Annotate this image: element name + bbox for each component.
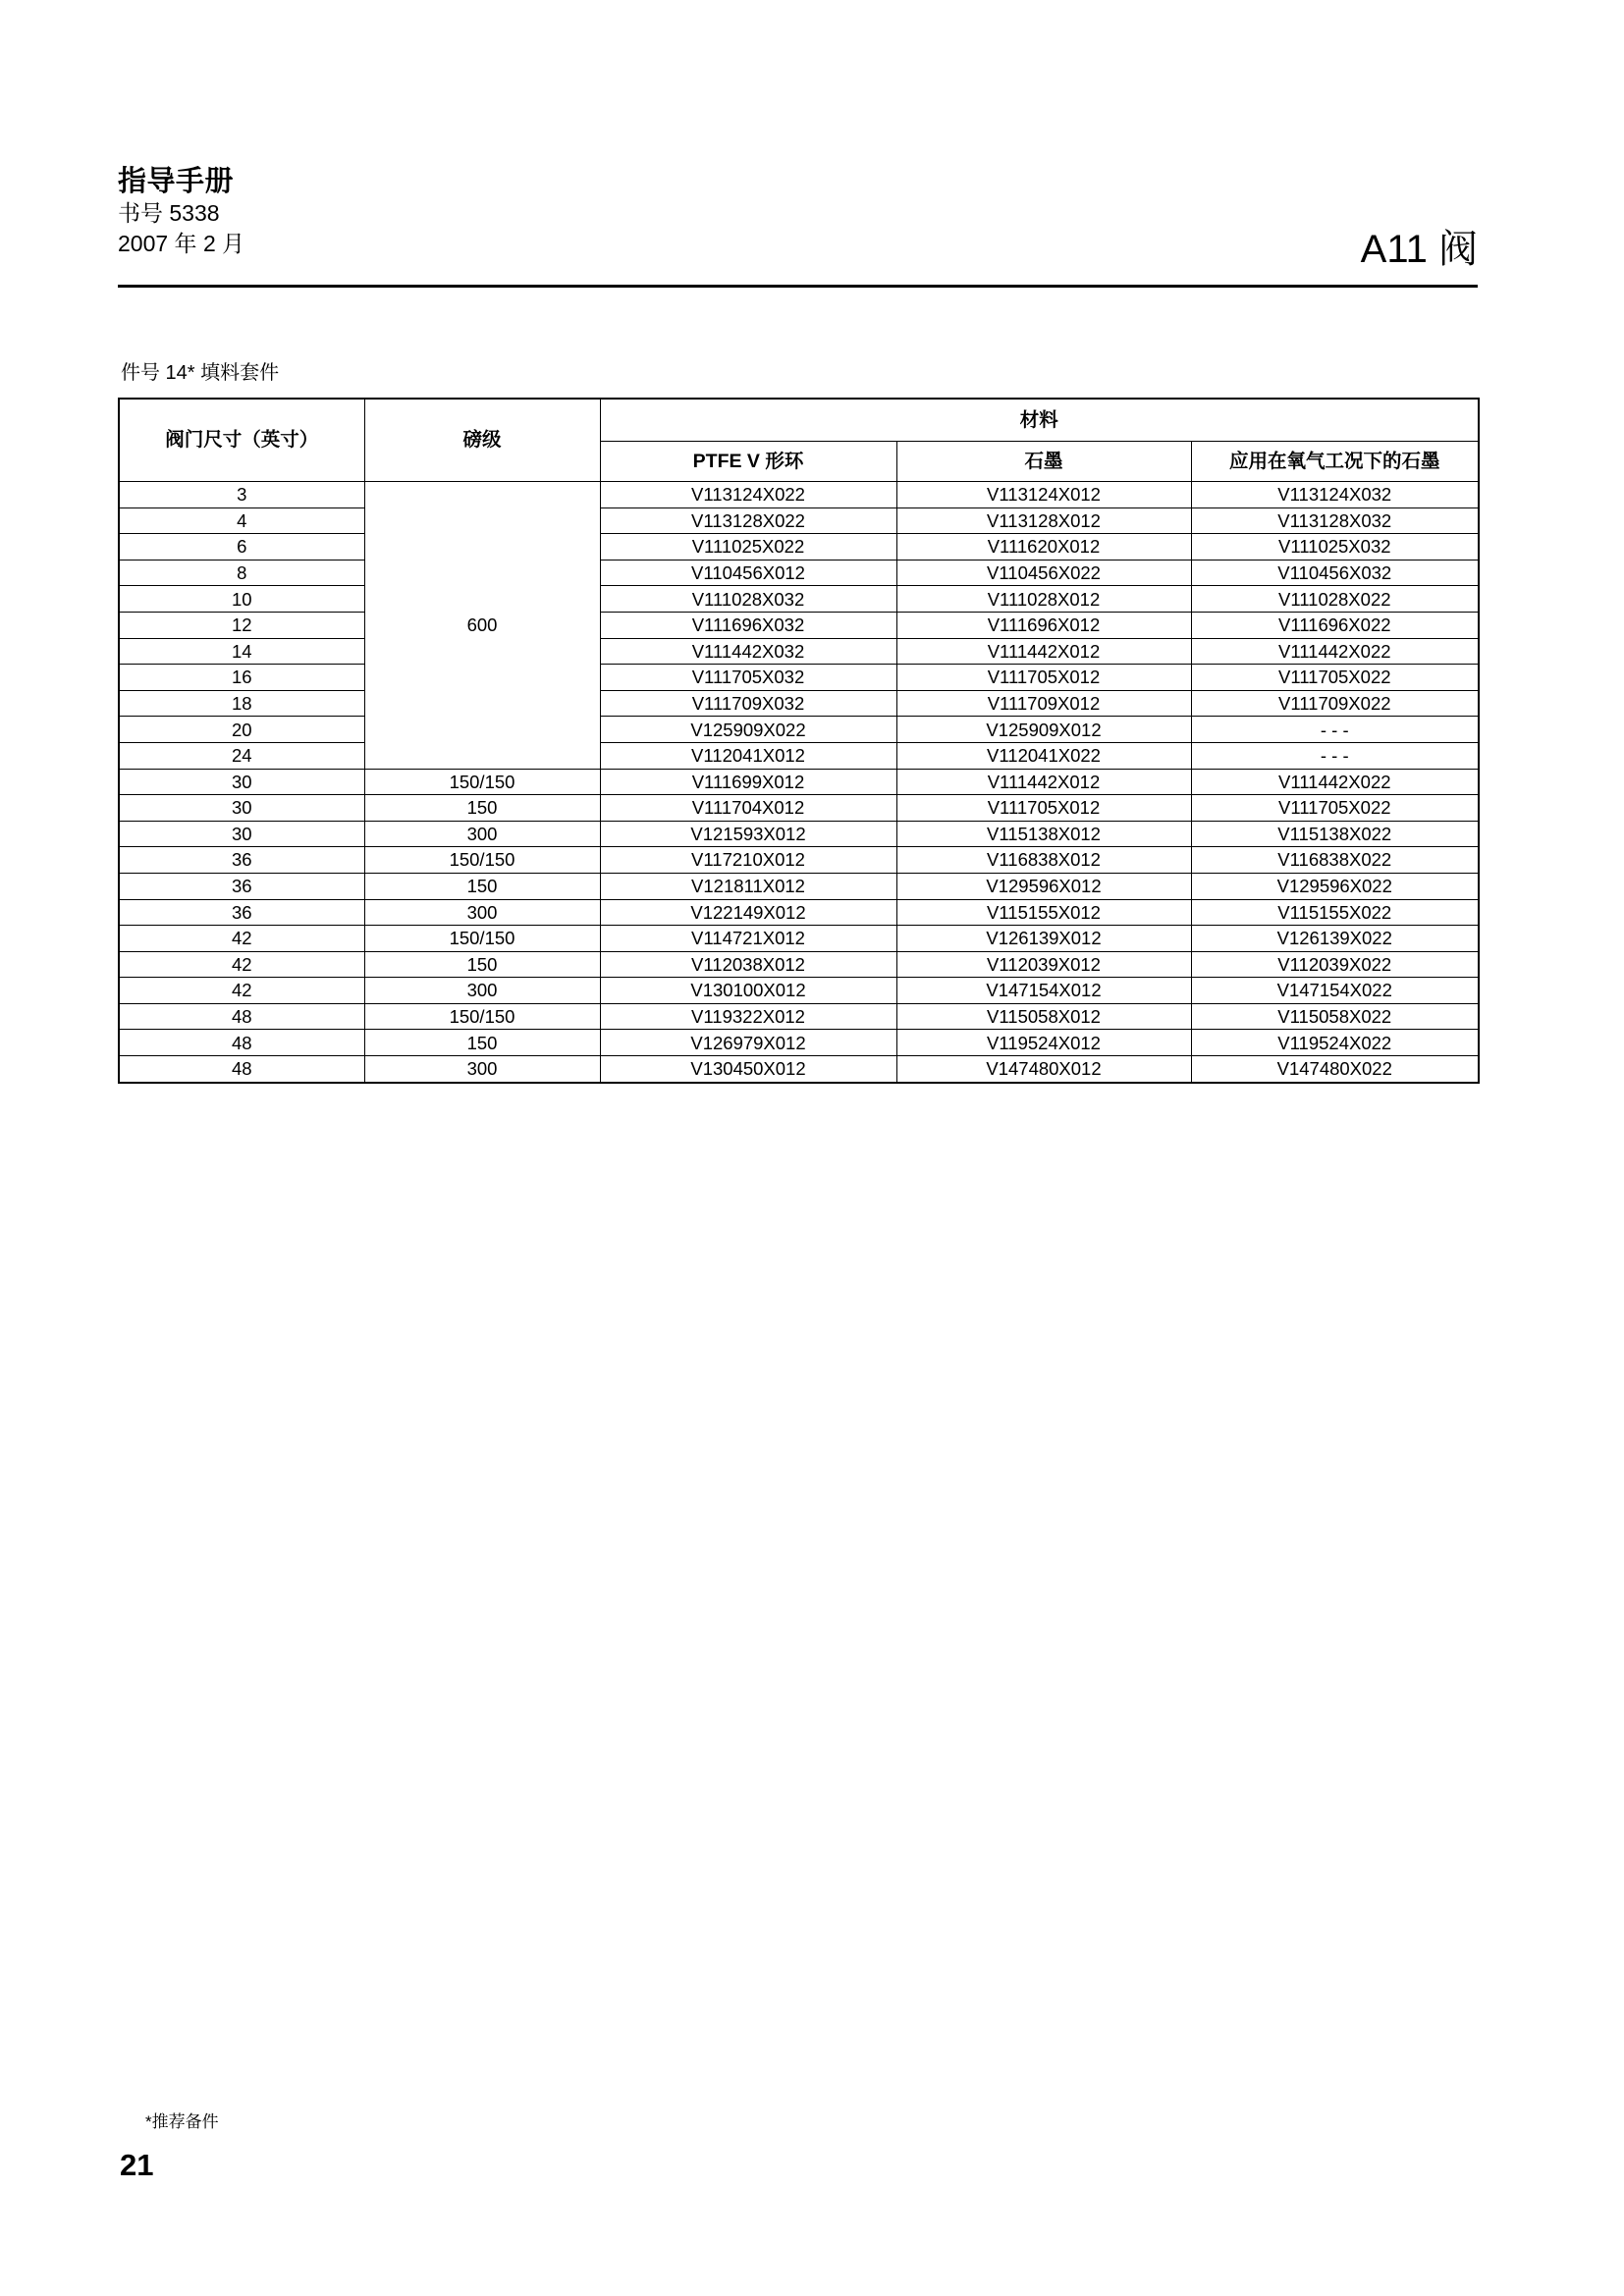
cell-graphite: V112041X022 <box>896 742 1191 769</box>
cell-pressure-class: 150 <box>364 1030 600 1056</box>
cell-graphite-oxygen-service: V115138X022 <box>1191 821 1479 847</box>
cell-graphite-oxygen-service: V147154X022 <box>1191 978 1479 1004</box>
cell-valve-size: 4 <box>119 507 364 534</box>
table-header <box>119 399 1479 482</box>
cell-graphite-oxygen-service: V111696X022 <box>1191 612 1479 638</box>
cell-graphite-oxygen-service: - - - <box>1191 717 1479 743</box>
cell-ptfe-v-ring: V112041X012 <box>600 742 896 769</box>
cell-graphite-oxygen-service: V116838X022 <box>1191 847 1479 874</box>
cell-graphite: V111705X012 <box>896 665 1191 691</box>
cell-graphite-oxygen-service: V112039X022 <box>1191 951 1479 978</box>
document-title: 指导手册 <box>118 166 235 197</box>
cell-ptfe-v-ring: V126979X012 <box>600 1030 896 1056</box>
cell-ptfe-v-ring: V111696X032 <box>600 612 896 638</box>
cell-graphite-oxygen-service: V111705X022 <box>1191 665 1479 691</box>
cell-valve-size: 30 <box>119 795 364 822</box>
packing-kit-parts-table <box>118 398 1480 1084</box>
cell-ptfe-v-ring: V121593X012 <box>600 821 896 847</box>
table-row <box>119 612 1479 638</box>
table-row <box>119 560 1479 586</box>
cell-graphite-oxygen-service: V119524X022 <box>1191 1030 1479 1056</box>
table-row <box>119 665 1479 691</box>
cell-ptfe-v-ring: V130450X012 <box>600 1056 896 1083</box>
table-caption: 件号 14* 填料套件 <box>121 362 280 384</box>
cell-valve-size: 48 <box>119 1003 364 1030</box>
cell-pressure-class: 300 <box>364 978 600 1004</box>
footnote: *推荐备件 <box>145 2112 219 2131</box>
cell-graphite: V111442X012 <box>896 638 1191 665</box>
cell-graphite-oxygen-service: V115155X022 <box>1191 899 1479 926</box>
cell-graphite: V112039X012 <box>896 951 1191 978</box>
table-row <box>119 978 1479 1004</box>
cell-ptfe-v-ring: V111699X012 <box>600 769 896 795</box>
cell-graphite-oxygen-service: V111442X022 <box>1191 769 1479 795</box>
cell-graphite-oxygen-service: V111705X022 <box>1191 795 1479 822</box>
cell-graphite: V110456X022 <box>896 560 1191 586</box>
cell-graphite-oxygen-service: V111025X032 <box>1191 534 1479 561</box>
cell-graphite: V111442X012 <box>896 769 1191 795</box>
cell-graphite: V111709X012 <box>896 690 1191 717</box>
parts-table-container <box>118 398 1478 1084</box>
cell-graphite: V111696X012 <box>896 612 1191 638</box>
cell-valve-size: 8 <box>119 560 364 586</box>
cell-graphite-oxygen-service: V111028X022 <box>1191 586 1479 613</box>
cell-ptfe-v-ring: V125909X022 <box>600 717 896 743</box>
cell-valve-size: 16 <box>119 665 364 691</box>
table-row <box>119 1003 1479 1030</box>
section-title: A11 阀 <box>1360 228 1478 271</box>
cell-graphite: V111620X012 <box>896 534 1191 561</box>
cell-graphite: V111028X012 <box>896 586 1191 613</box>
cell-valve-size: 14 <box>119 638 364 665</box>
cell-graphite: V115058X012 <box>896 1003 1191 1030</box>
column-header-material-group: 材料 <box>600 399 1479 442</box>
cell-valve-size: 10 <box>119 586 364 613</box>
table-row <box>119 1056 1479 1083</box>
cell-graphite: V116838X012 <box>896 847 1191 874</box>
cell-ptfe-v-ring: V111028X032 <box>600 586 896 613</box>
cell-ptfe-v-ring: V111442X032 <box>600 638 896 665</box>
cell-graphite: V129596X012 <box>896 873 1191 899</box>
cell-pressure-class: 150 <box>364 951 600 978</box>
cell-valve-size: 48 <box>119 1030 364 1056</box>
cell-valve-size: 12 <box>119 612 364 638</box>
column-header-valve-size: 阀门尺寸（英寸） <box>119 399 364 482</box>
cell-graphite: V113124X012 <box>896 482 1191 508</box>
cell-pressure-class: 150/150 <box>364 847 600 874</box>
table-row <box>119 1030 1479 1056</box>
cell-graphite: V115138X012 <box>896 821 1191 847</box>
cell-graphite-oxygen-service: V111442X022 <box>1191 638 1479 665</box>
cell-ptfe-v-ring: V111704X012 <box>600 795 896 822</box>
cell-graphite-oxygen-service: V129596X022 <box>1191 873 1479 899</box>
header-left-block <box>118 165 244 259</box>
cell-valve-size: 18 <box>119 690 364 717</box>
cell-ptfe-v-ring: V112038X012 <box>600 951 896 978</box>
cell-ptfe-v-ring: V111705X032 <box>600 665 896 691</box>
table-row <box>119 507 1479 534</box>
cell-valve-size: 48 <box>119 1056 364 1083</box>
cell-graphite: V147154X012 <box>896 978 1191 1004</box>
cell-ptfe-v-ring: V110456X012 <box>600 560 896 586</box>
cell-ptfe-v-ring: V111709X032 <box>600 690 896 717</box>
table-row <box>119 873 1479 899</box>
cell-ptfe-v-ring: V117210X012 <box>600 847 896 874</box>
table-body <box>119 482 1479 1083</box>
table-row <box>119 534 1479 561</box>
cell-valve-size: 36 <box>119 899 364 926</box>
cell-graphite: V115155X012 <box>896 899 1191 926</box>
cell-graphite-oxygen-service: V110456X032 <box>1191 560 1479 586</box>
table-row <box>119 717 1479 743</box>
cell-graphite-oxygen-service: V147480X022 <box>1191 1056 1479 1083</box>
cell-pressure-class: 150 <box>364 873 600 899</box>
cell-graphite: V113128X012 <box>896 507 1191 534</box>
cell-ptfe-v-ring: V114721X012 <box>600 926 896 952</box>
cell-graphite: V126139X012 <box>896 926 1191 952</box>
cell-valve-size: 3 <box>119 482 364 508</box>
cell-pressure-class: 150 <box>364 795 600 822</box>
cell-graphite-oxygen-service: V113128X032 <box>1191 507 1479 534</box>
cell-valve-size: 36 <box>119 873 364 899</box>
cell-pressure-class: 300 <box>364 899 600 926</box>
column-header-graphite: 石墨 <box>896 442 1191 482</box>
cell-graphite-oxygen-service: V126139X022 <box>1191 926 1479 952</box>
table-row <box>119 795 1479 822</box>
table-row <box>119 951 1479 978</box>
cell-graphite-oxygen-service: - - - <box>1191 742 1479 769</box>
cell-valve-size: 42 <box>119 978 364 1004</box>
column-header-pressure-class: 磅级 <box>364 399 600 482</box>
cell-pressure-class: 150/150 <box>364 769 600 795</box>
document-date: 2007 年 2 月 <box>118 231 245 256</box>
book-number: 书号 5338 <box>118 200 220 226</box>
table-row <box>119 926 1479 952</box>
table-row <box>119 847 1479 874</box>
cell-graphite: V125909X012 <box>896 717 1191 743</box>
cell-ptfe-v-ring: V122149X012 <box>600 899 896 926</box>
cell-ptfe-v-ring: V130100X012 <box>600 978 896 1004</box>
column-header-ptfe-v-ring: PTFE V 形环 <box>600 442 896 482</box>
cell-graphite: V119524X012 <box>896 1030 1191 1056</box>
cell-pressure-class: 300 <box>364 821 600 847</box>
table-row <box>119 482 1479 508</box>
header-divider <box>118 285 1478 288</box>
cell-graphite-oxygen-service: V111709X022 <box>1191 690 1479 717</box>
table-row <box>119 586 1479 613</box>
cell-ptfe-v-ring: V119322X012 <box>600 1003 896 1030</box>
table-row <box>119 742 1479 769</box>
cell-ptfe-v-ring: V111025X022 <box>600 534 896 561</box>
column-header-graphite-oxygen-service: 应用在氧气工况下的石墨 <box>1191 442 1479 482</box>
cell-valve-size: 6 <box>119 534 364 561</box>
table-row <box>119 690 1479 717</box>
table-header-row-top <box>119 399 1479 442</box>
cell-valve-size: 30 <box>119 769 364 795</box>
cell-pressure-class: 300 <box>364 1056 600 1083</box>
cell-graphite: V111705X012 <box>896 795 1191 822</box>
table-row <box>119 899 1479 926</box>
cell-ptfe-v-ring: V121811X012 <box>600 873 896 899</box>
page-number: 21 <box>120 2148 154 2182</box>
table-row <box>119 821 1479 847</box>
cell-valve-size: 42 <box>119 951 364 978</box>
cell-graphite-oxygen-service: V115058X022 <box>1191 1003 1479 1030</box>
cell-valve-size: 30 <box>119 821 364 847</box>
cell-valve-size: 42 <box>119 926 364 952</box>
cell-graphite-oxygen-service: V113124X032 <box>1191 482 1479 508</box>
table-row <box>119 769 1479 795</box>
cell-valve-size: 20 <box>119 717 364 743</box>
cell-valve-size: 36 <box>119 847 364 874</box>
cell-pressure-class: 150/150 <box>364 926 600 952</box>
page-header <box>118 165 1478 278</box>
cell-pressure-class: 150/150 <box>364 1003 600 1030</box>
cell-valve-size: 24 <box>119 742 364 769</box>
cell-ptfe-v-ring: V113128X022 <box>600 507 896 534</box>
cell-ptfe-v-ring: V113124X022 <box>600 482 896 508</box>
cell-pressure-class-600: 600 <box>364 482 600 770</box>
cell-graphite: V147480X012 <box>896 1056 1191 1083</box>
table-row <box>119 638 1479 665</box>
